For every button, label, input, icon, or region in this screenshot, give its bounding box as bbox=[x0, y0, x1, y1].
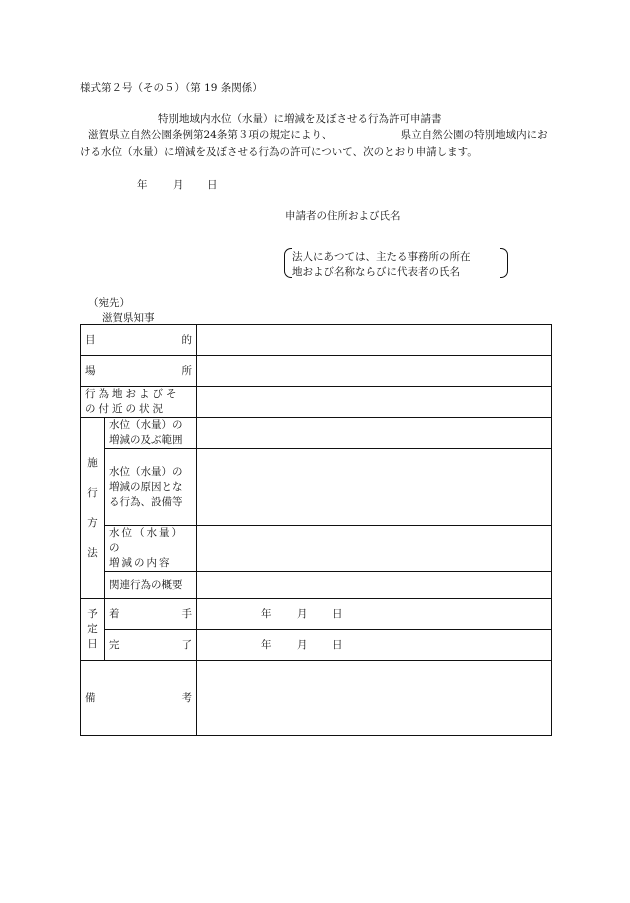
page-title: 特別地域内水位（水量）に増減を及ぼさせる行為許可申請書 bbox=[158, 113, 442, 125]
corporate-note-line1: 法人にあつては、主たる事務所の所在 bbox=[292, 251, 471, 263]
place-row bbox=[81, 356, 552, 387]
start-label: 着 手 bbox=[105, 599, 197, 630]
finish-row bbox=[81, 630, 552, 661]
place-label: 場 所 bbox=[81, 356, 197, 387]
start-date-field[interactable]: 年 月 日 bbox=[197, 599, 552, 630]
change-content-row bbox=[81, 526, 552, 572]
cause-field[interactable] bbox=[197, 449, 552, 526]
purpose-field[interactable] bbox=[197, 325, 552, 356]
right-bracket bbox=[500, 248, 508, 278]
site-condition-label: 行為地およびそ の付近の状況 bbox=[81, 387, 197, 418]
finish-label: 完 了 bbox=[105, 630, 197, 661]
addressee-label: （宛先） bbox=[88, 297, 130, 309]
affected-range-field[interactable] bbox=[197, 418, 552, 449]
purpose-row bbox=[81, 325, 552, 356]
remarks-label: 備 考 bbox=[81, 661, 197, 736]
year-label: 年 bbox=[137, 179, 148, 191]
site-condition-field[interactable] bbox=[197, 387, 552, 418]
cause-row bbox=[81, 449, 552, 526]
addressee-name: 滋賀県知事 bbox=[102, 312, 155, 324]
change-content-field[interactable] bbox=[197, 526, 552, 572]
day-label: 日 bbox=[207, 179, 218, 191]
related-overview-row bbox=[81, 572, 552, 599]
related-overview-label: 関連行為の概要 bbox=[105, 572, 197, 599]
remarks-row bbox=[81, 661, 552, 736]
left-bracket bbox=[284, 248, 292, 278]
month-label: 月 bbox=[173, 179, 184, 191]
purpose-label: 目 的 bbox=[81, 325, 197, 356]
related-overview-field[interactable] bbox=[197, 572, 552, 599]
affected-range-label: 水位（水量）の 増減の及ぶ範囲 bbox=[105, 418, 197, 449]
cause-label: 水位（水量）の 増減の原因とな る行為、設備等 bbox=[105, 449, 197, 526]
affected-range-row bbox=[81, 418, 552, 449]
application-table bbox=[80, 324, 552, 736]
finish-date-field[interactable]: 年 月 日 bbox=[197, 630, 552, 661]
change-content-label: 水位（水量）の 増減の内容 bbox=[105, 526, 197, 572]
form-number: 様式第２号（その５）（第 19 条関係） bbox=[80, 82, 263, 94]
remarks-field[interactable] bbox=[197, 661, 552, 736]
corporate-note-line2: 地および名称ならびに代表者の氏名 bbox=[292, 266, 460, 278]
applicant-label: 申請者の住所および氏名 bbox=[285, 210, 401, 222]
schedule-label: 予 定 日 bbox=[81, 599, 105, 661]
place-field[interactable] bbox=[197, 356, 552, 387]
start-row bbox=[81, 599, 552, 630]
method-label: 施 行 方 法 bbox=[81, 418, 105, 599]
intro-text: 滋賀県立自然公園条例第24条第３項の規定により、 県立自然公園の特別地域内における水位（水量）に増減を及ぼさせる行為の許可について、次のとおり申請します。 bbox=[80, 129, 548, 158]
site-condition-row bbox=[81, 387, 552, 418]
